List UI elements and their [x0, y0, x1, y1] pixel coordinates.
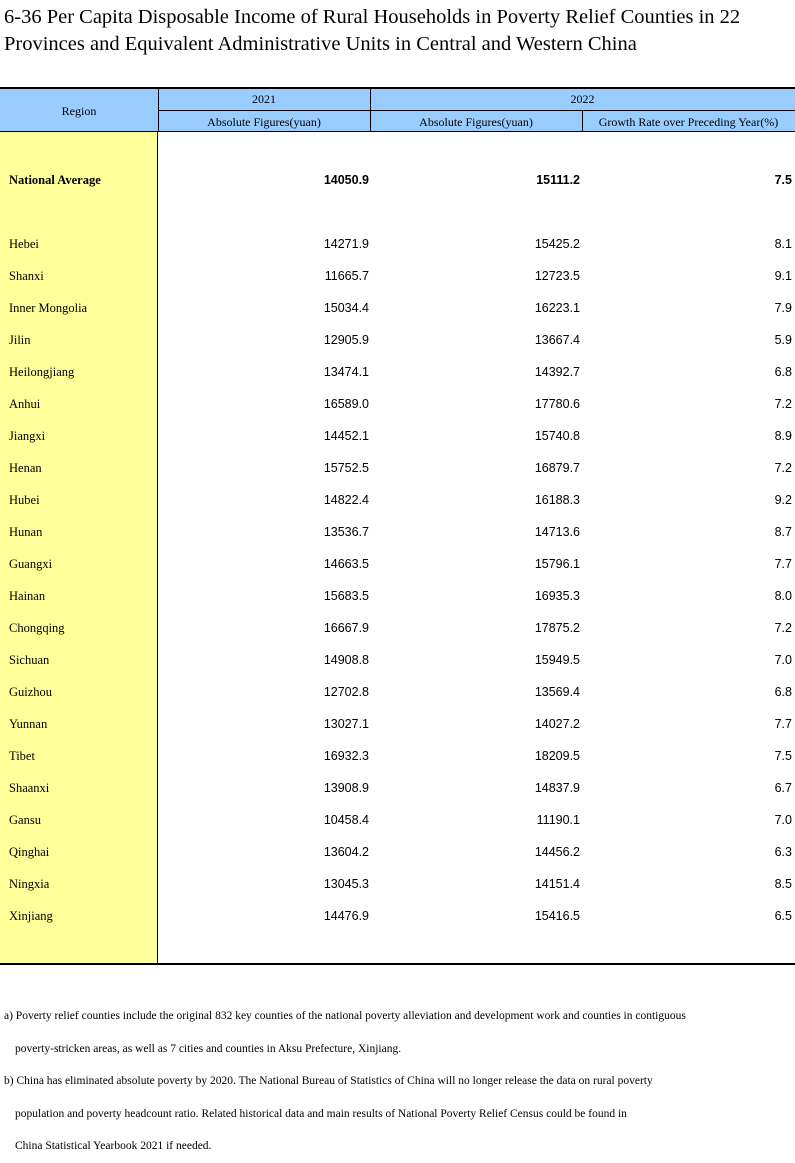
header-year-2021: 2021: [252, 92, 276, 106]
table-header: [0, 89, 795, 132]
growth-rate-cell: 8.0: [774, 589, 792, 603]
table-row: [0, 394, 795, 414]
value-2021-cell: 13474.1: [323, 365, 369, 379]
value-2022-cell: 15740.8: [534, 429, 580, 443]
region-cell: Tibet: [9, 749, 35, 763]
growth-rate-cell: 8.7: [774, 525, 792, 539]
table-row: [0, 778, 795, 798]
value-2021-cell: 15683.5: [323, 589, 369, 603]
footnote-b-line-2: population and poverty headcount ratio. Related historical data and main results of National Poverty Relief Census could be found in: [15, 1107, 627, 1120]
growth-rate-cell: 7.5: [774, 173, 792, 187]
growth-rate-cell: 7.2: [774, 397, 792, 411]
growth-rate-cell: 5.9: [774, 333, 792, 347]
value-2021-cell: 16932.3: [323, 749, 369, 763]
table-row: [0, 458, 795, 478]
table-row: [0, 714, 795, 734]
growth-rate-cell: 9.2: [774, 493, 792, 507]
value-2021-cell: 16667.9: [323, 621, 369, 635]
value-2022-cell: 12723.5: [534, 269, 580, 283]
table-row: [0, 298, 795, 318]
growth-rate-cell: 7.2: [774, 621, 792, 635]
table-row: [0, 650, 795, 670]
value-2021-cell: 13027.1: [323, 717, 369, 731]
value-2021-cell: 14452.1: [323, 429, 369, 443]
value-2021-cell: 13045.3: [323, 877, 369, 891]
value-2021-cell: 11665.7: [324, 269, 369, 283]
value-2022-cell: 15425.2: [534, 237, 580, 251]
table-row: [0, 906, 795, 926]
header-rule: [370, 89, 371, 132]
footnotes: [4, 1000, 794, 1163]
growth-rate-cell: 6.3: [774, 845, 792, 859]
region-cell: Shanxi: [9, 269, 44, 283]
table-row: [0, 810, 795, 830]
value-2022-cell: 11190.1: [536, 813, 580, 827]
header-abs-2021: Absolute Figures(yuan): [207, 115, 321, 129]
region-cell: Inner Mongolia: [9, 301, 88, 315]
title-line-2: Provinces and Equivalent Administrative Units in Central and Western China: [4, 33, 637, 55]
footnote-a-line-2: poverty-stricken areas, as well as 7 cities and counties in Aksu Prefecture, Xinjiang.: [15, 1042, 402, 1055]
value-2022-cell: 13569.4: [534, 685, 580, 699]
table-row: [0, 618, 795, 638]
value-2021-cell: 14050.9: [323, 173, 369, 187]
value-2021-cell: 14476.9: [323, 909, 369, 923]
table-row: [0, 330, 795, 350]
region-column-shade: [0, 132, 158, 963]
header-divider: [158, 110, 795, 111]
region-cell: Guizhou: [9, 685, 53, 699]
value-2021-cell: 14271.9: [323, 237, 369, 251]
value-2022-cell: 18209.5: [534, 749, 580, 763]
growth-rate-cell: 6.5: [774, 909, 792, 923]
header-abs-2022: Absolute Figures(yuan): [419, 115, 533, 129]
table-row: [0, 266, 795, 286]
title-line-1: 6-36 Per Capita Disposable Income of Rural Households in Poverty Relief Counties in 22: [4, 6, 741, 28]
value-2021-cell: 15752.5: [323, 461, 369, 475]
table-row: [0, 842, 795, 862]
value-2021-cell: 14663.5: [323, 557, 369, 571]
footnote-b-line-1: b) China has eliminated absolute poverty by 2020. The National Bureau of Statistics of China will no longer release the data on rural poverty: [4, 1075, 653, 1087]
growth-rate-cell: 7.5: [774, 749, 792, 763]
value-2022-cell: 14392.7: [534, 365, 580, 379]
growth-rate-cell: 6.7: [774, 781, 792, 795]
region-cell: Gansu: [9, 813, 41, 827]
growth-rate-cell: 7.0: [774, 813, 792, 827]
value-2021-cell: 13604.2: [323, 845, 369, 859]
footnote-b-line-3: China Statistical Yearbook 2021 if needed.: [15, 1140, 212, 1152]
value-2022-cell: 17875.2: [534, 621, 580, 635]
region-cell: Yunnan: [9, 717, 48, 731]
table-row: [0, 554, 795, 574]
value-2021-cell: 13908.9: [323, 781, 369, 795]
region-cell: Qinghai: [9, 845, 50, 859]
table-row: [0, 362, 795, 382]
header-growth-2022: Growth Rate over Preceding Year(%): [598, 115, 779, 129]
value-2021-cell: 14908.8: [323, 653, 369, 667]
value-2022-cell: 14713.6: [534, 525, 580, 539]
region-cell: Hainan: [9, 589, 46, 603]
region-cell: Sichuan: [9, 653, 50, 667]
region-cell: Chongqing: [9, 621, 65, 635]
table-title: [4, 4, 789, 58]
header-rule: [582, 110, 583, 132]
table-row: [0, 522, 795, 542]
value-2021-cell: 10458.4: [323, 813, 369, 827]
growth-rate-cell: 8.5: [774, 877, 792, 891]
value-2021-cell: 12702.8: [323, 685, 369, 699]
region-cell: Anhui: [9, 397, 41, 411]
region-cell: Henan: [9, 461, 42, 475]
value-2022-cell: 15949.5: [534, 653, 580, 667]
growth-rate-cell: 9.1: [774, 269, 792, 283]
value-2022-cell: 16223.1: [534, 301, 580, 315]
growth-rate-cell: 6.8: [774, 365, 792, 379]
value-2022-cell: 16935.3: [534, 589, 580, 603]
value-2021-cell: 15034.4: [323, 301, 369, 315]
table-bottom-rule: [0, 963, 795, 965]
value-2022-cell: 15796.1: [534, 557, 580, 571]
growth-rate-cell: 7.9: [774, 301, 792, 315]
value-2022-cell: 14837.9: [534, 781, 580, 795]
value-2022-cell: 17780.6: [534, 397, 580, 411]
value-2022-cell: 13667.4: [534, 333, 580, 347]
header-rule: [158, 89, 159, 132]
growth-rate-cell: 7.0: [774, 653, 792, 667]
table-row: [0, 490, 795, 510]
region-cell: Ningxia: [9, 877, 50, 891]
header-region: Region: [61, 104, 97, 118]
region-cell: Hebei: [9, 237, 39, 251]
region-cell: Guangxi: [9, 557, 53, 571]
growth-rate-cell: 7.7: [774, 717, 792, 731]
table-row: [0, 682, 795, 702]
value-2022-cell: 16188.3: [534, 493, 580, 507]
growth-rate-cell: 8.9: [774, 429, 792, 443]
region-cell: Hubei: [9, 493, 40, 507]
value-2022-cell: 14027.2: [534, 717, 580, 731]
header-year-2022: 2022: [570, 92, 595, 106]
value-2021-cell: 16589.0: [323, 397, 369, 411]
growth-rate-cell: 7.7: [774, 557, 792, 571]
table-row: [0, 586, 795, 606]
growth-rate-cell: 8.1: [774, 237, 792, 251]
value-2022-cell: 14456.2: [534, 845, 580, 859]
region-cell: Xinjiang: [9, 909, 53, 923]
value-2022-cell: 15111.2: [536, 173, 580, 187]
value-2021-cell: 14822.4: [323, 493, 369, 507]
table-row: [0, 234, 795, 254]
growth-rate-cell: 6.8: [774, 685, 792, 699]
table-row: [0, 746, 795, 766]
footnote-a-line-1: a) Poverty relief counties include the original 832 key counties of the national poverty alleviation and development work and counties in contiguous: [4, 1010, 686, 1022]
value-2021-cell: 13536.7: [323, 525, 369, 539]
table-row: [0, 426, 795, 446]
region-cell: National Average: [9, 173, 101, 187]
value-2022-cell: 15416.5: [534, 909, 580, 923]
region-cell: Heilongjiang: [9, 365, 75, 379]
region-cell: Shaanxi: [9, 781, 50, 795]
growth-rate-cell: 7.2: [774, 461, 792, 475]
value-2021-cell: 12905.9: [323, 333, 369, 347]
region-cell: Jilin: [9, 333, 31, 347]
region-cell: Hunan: [9, 525, 43, 539]
region-cell: Jiangxi: [9, 429, 46, 443]
table-row: [0, 874, 795, 894]
value-2022-cell: 16879.7: [534, 461, 580, 475]
national-average-row: [0, 170, 795, 190]
value-2022-cell: 14151.4: [534, 877, 580, 891]
